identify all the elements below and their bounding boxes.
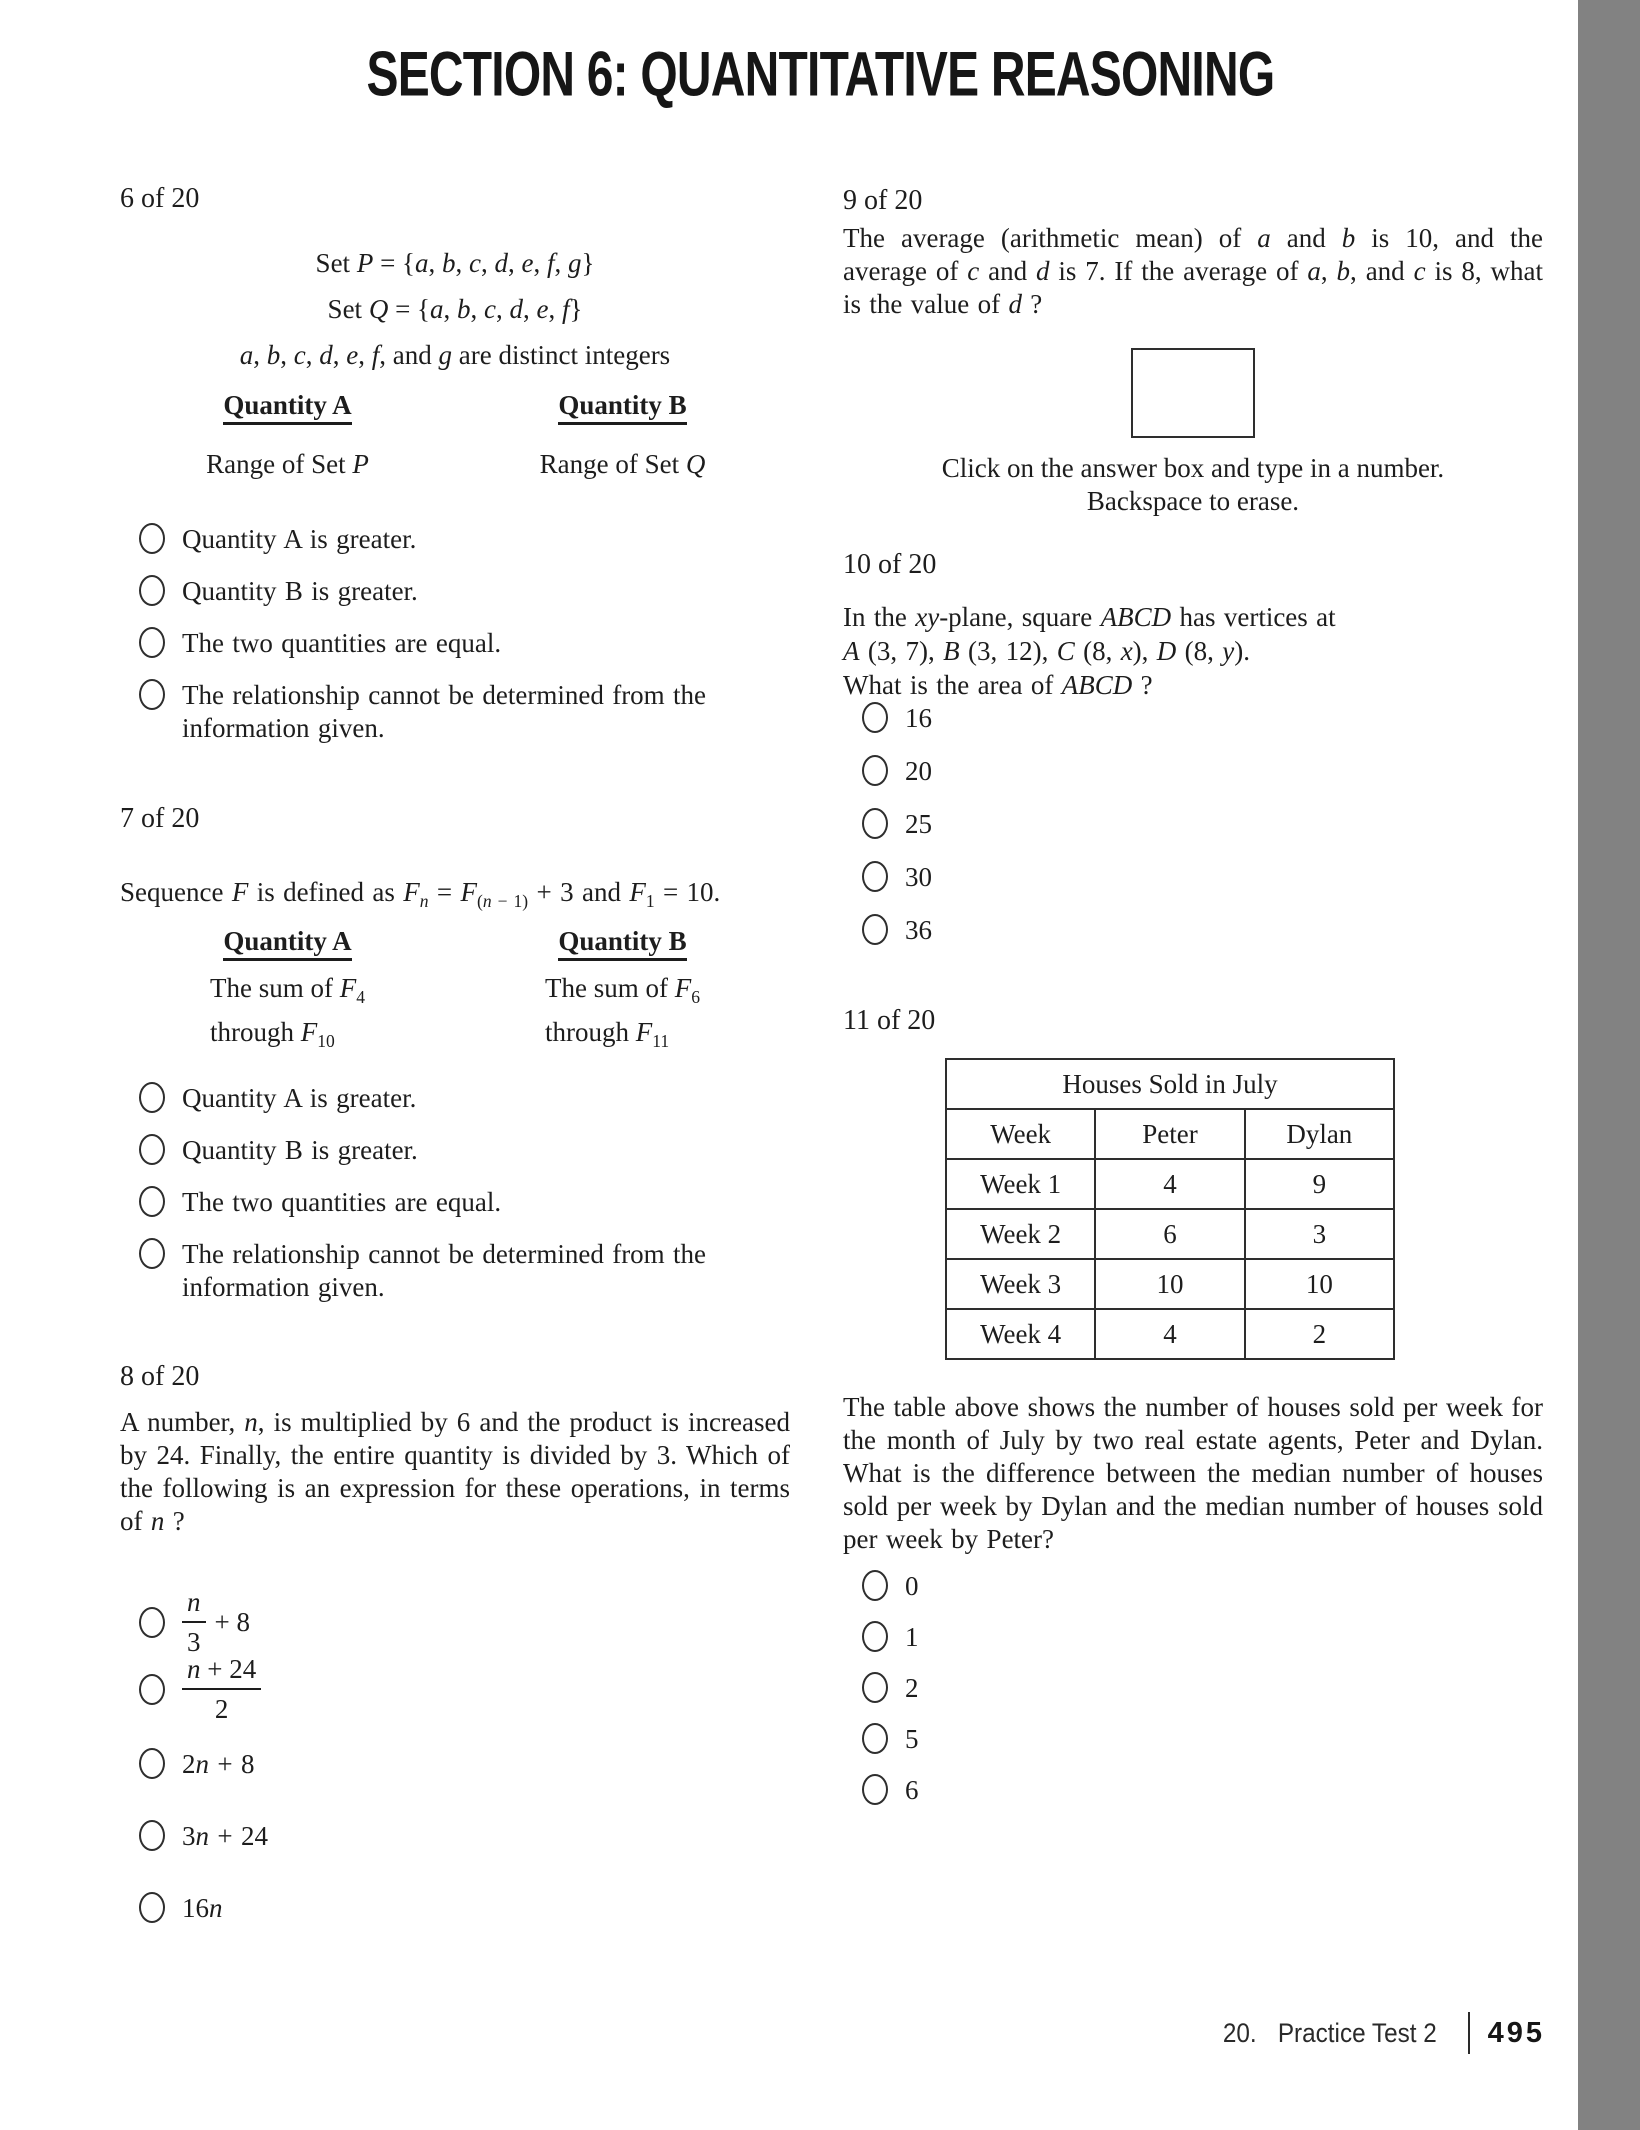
- right-column: [843, 0, 1543, 2130]
- table-cell: 2: [1245, 1309, 1394, 1359]
- option-label: 1: [905, 1622, 919, 1652]
- radio-button-icon[interactable]: [862, 755, 888, 786]
- question-10-options: [843, 702, 1543, 967]
- radio-button-icon[interactable]: [139, 1238, 165, 1269]
- given-line: Set P = {a, b, c, d, e, f, g}: [315, 248, 595, 278]
- table-row: [946, 1259, 1394, 1309]
- table-row: [946, 1309, 1394, 1359]
- fraction-denominator: 3: [182, 1621, 206, 1659]
- fraction-denominator: 2: [182, 1688, 261, 1726]
- option-label: 0: [905, 1571, 919, 1601]
- option-label: The two quantities are equal.: [182, 1187, 502, 1217]
- answer-option[interactable]: [120, 1748, 809, 1781]
- question-7-quantity-values: [120, 966, 790, 1054]
- option-label: 3n + 24: [182, 1821, 268, 1851]
- option-label: Quantity A is greater.: [182, 524, 417, 554]
- radio-button-icon[interactable]: [862, 914, 888, 945]
- table-cell: 10: [1245, 1259, 1394, 1309]
- radio-button-icon[interactable]: [862, 1672, 888, 1703]
- answer-option[interactable]: [120, 1652, 809, 1726]
- left-column: [120, 0, 790, 2130]
- answer-option[interactable]: [843, 808, 1543, 841]
- table-title: Houses Sold in July: [946, 1059, 1394, 1109]
- option-label: 25: [905, 809, 932, 839]
- radio-button-icon[interactable]: [862, 1621, 888, 1652]
- question-10-text: [843, 600, 1543, 702]
- page-edge-bar: [1578, 0, 1640, 2130]
- answer-option[interactable]: [120, 1134, 790, 1167]
- radio-button-icon[interactable]: [862, 1774, 888, 1805]
- option-label: The relationship cannot be determined from the information given.: [182, 680, 707, 743]
- radio-button-icon[interactable]: [139, 1186, 165, 1217]
- table-cell: 9: [1245, 1159, 1394, 1209]
- radio-button-icon[interactable]: [139, 523, 165, 554]
- question-9-number: 9 of 20: [843, 185, 923, 216]
- question-text-line: In the xy-plane, square ABCD has vertices at: [843, 602, 1336, 632]
- question-6-quantity-values: [120, 442, 790, 486]
- answer-input-box[interactable]: [1131, 348, 1255, 438]
- quantity-b-value: Range of Set Q: [539, 449, 706, 479]
- instruction-line: Backspace to erase.: [1086, 486, 1300, 516]
- option-label: 2: [905, 1673, 919, 1703]
- question-7-number: 7 of 20: [120, 803, 200, 834]
- quantity-b-header: Quantity B: [558, 390, 686, 425]
- option-label: 30: [905, 862, 932, 892]
- answer-option[interactable]: [843, 1774, 1543, 1807]
- radio-button-icon[interactable]: [139, 1134, 165, 1165]
- question-9-text: The average (arithmetic mean) of a and b is 10, and the average of c and d is 7. If the average of a, b, and c is 8, what is the value of d ?: [843, 223, 1543, 319]
- radio-button-icon[interactable]: [139, 1820, 165, 1851]
- fraction-numerator: n + 24: [187, 1654, 257, 1684]
- option-label: Quantity B is greater.: [182, 1135, 418, 1165]
- fraction-expression: [182, 1585, 206, 1659]
- option-label: Quantity A is greater.: [182, 1083, 417, 1113]
- radio-button-icon[interactable]: [862, 861, 888, 892]
- question-9-instruction: [843, 452, 1543, 518]
- table-row: [946, 1159, 1394, 1209]
- radio-button-icon[interactable]: [139, 1892, 165, 1923]
- table-cell: Week 1: [946, 1159, 1095, 1209]
- answer-option[interactable]: [120, 575, 790, 608]
- given-line: Set Q = {a, b, c, d, e, f}: [327, 294, 583, 324]
- option-label: The relationship cannot be determined from the information given.: [182, 1239, 707, 1302]
- answer-option[interactable]: [843, 914, 1543, 947]
- radio-button-icon[interactable]: [862, 1723, 888, 1754]
- answer-option[interactable]: [120, 679, 790, 745]
- quantity-a-header: Quantity A: [223, 390, 351, 425]
- question-text-line: What is the area of ABCD ?: [843, 670, 1153, 700]
- table-cell: 10: [1095, 1259, 1244, 1309]
- answer-option[interactable]: [843, 861, 1543, 894]
- question-10-number: 10 of 20: [843, 549, 937, 580]
- fraction-suffix: + 8: [214, 1606, 250, 1637]
- answer-option[interactable]: [120, 1238, 790, 1304]
- table-column-header: Peter: [1095, 1109, 1244, 1159]
- fraction-expression: [182, 1652, 261, 1726]
- question-8-number: 8 of 20: [120, 1361, 200, 1392]
- radio-button-icon[interactable]: [139, 1748, 165, 1779]
- quantity-a-value: Range of Set P: [206, 449, 369, 479]
- question-8-text: A number, n, is multiplied by 6 and the product is increased by 24. Finally, the entire quantity is divided by 3. Which of the following is an expression for these operations, in terms of n ?: [120, 1407, 790, 1536]
- question-11-text: The table above shows the number of houses sold per week for the month of July by two real estate agents, Peter and Dylan. What is the difference between the median number of houses sold per week by Dylan and the median number of houses sold per week by Peter?: [843, 1392, 1543, 1554]
- question-text-line: A (3, 7), B (3, 12), C (8, x), D (8, y).: [843, 636, 1251, 666]
- table-cell: Week 2: [946, 1209, 1095, 1259]
- option-label: 2n + 8: [182, 1749, 255, 1779]
- table-row: [946, 1209, 1394, 1259]
- quantity-b-header: Quantity B: [558, 926, 686, 961]
- table-cell: 6: [1095, 1209, 1244, 1259]
- option-label: The two quantities are equal.: [182, 628, 502, 658]
- question-11-options: [843, 1570, 1543, 1825]
- answer-option[interactable]: [120, 1585, 809, 1659]
- page-footer: [1221, 2012, 1545, 2054]
- answer-option[interactable]: [843, 1621, 1543, 1654]
- question-6-quantity-headers: [120, 390, 790, 421]
- answer-option[interactable]: [120, 1186, 790, 1219]
- radio-button-icon[interactable]: [139, 627, 165, 658]
- instruction-line: Click on the answer box and type in a number.: [941, 453, 1445, 483]
- answer-option[interactable]: [843, 702, 1543, 735]
- option-label: 6: [905, 1775, 919, 1805]
- answer-option[interactable]: [843, 755, 1543, 788]
- answer-option[interactable]: [843, 1672, 1543, 1705]
- footer-divider: [1468, 2012, 1470, 2054]
- table-column-header: Dylan: [1245, 1109, 1394, 1159]
- answer-option[interactable]: [843, 1570, 1543, 1603]
- option-label: 16: [905, 703, 932, 733]
- table-cell: 3: [1245, 1209, 1394, 1259]
- houses-sold-table: [945, 1058, 1395, 1360]
- table-cell: 4: [1095, 1159, 1244, 1209]
- table-cell: Week 4: [946, 1309, 1095, 1359]
- radio-button-icon[interactable]: [139, 1674, 165, 1705]
- option-label: 36: [905, 915, 932, 945]
- question-7-quantity-headers: [120, 926, 790, 957]
- radio-button-icon[interactable]: [862, 1570, 888, 1601]
- table-cell: Week 3: [946, 1259, 1095, 1309]
- question-11-table-wrap: [843, 1058, 1543, 1360]
- option-label: Quantity B is greater.: [182, 576, 418, 606]
- answer-option[interactable]: [120, 523, 790, 556]
- fraction-numerator: n: [187, 1587, 201, 1617]
- answer-option[interactable]: [843, 1723, 1543, 1756]
- chapter-number: 20.: [1223, 2017, 1258, 2048]
- table-cell: 4: [1095, 1309, 1244, 1359]
- option-label: 5: [905, 1724, 919, 1754]
- answer-option[interactable]: [120, 627, 790, 660]
- answer-option[interactable]: [120, 1820, 809, 1853]
- quantity-b-value: The sum of $F_6$ through $F_{11}$: [545, 973, 700, 1052]
- quantity-a-value: The sum of $F_4$ through $F_{10}$: [210, 973, 365, 1052]
- book-section-label: Practice Test 2: [1277, 2017, 1437, 2048]
- section-title: SECTION 6: QUANTITATIVE REASONING: [366, 39, 1274, 110]
- question-6-options: [120, 523, 790, 764]
- radio-button-icon[interactable]: [139, 575, 165, 606]
- radio-button-icon[interactable]: [139, 1082, 165, 1113]
- radio-button-icon[interactable]: [862, 702, 888, 733]
- question-6-number: 6 of 20: [120, 183, 200, 214]
- option-label: 16n: [182, 1893, 223, 1923]
- page-number: 495: [1487, 2016, 1545, 2049]
- question-7-given: Sequence F is defined as $F_n = F_{(n - 1)} + 3$ and $F_1 = 10$.: [120, 877, 721, 912]
- question-6-given: [120, 240, 790, 378]
- radio-button-icon[interactable]: [139, 679, 165, 710]
- question-7-options: [120, 1082, 790, 1323]
- table-column-header: Week: [946, 1109, 1095, 1159]
- question-11-number: 11 of 20: [843, 1005, 936, 1036]
- answer-option[interactable]: [120, 1082, 790, 1115]
- given-line: a, b, c, d, e, f, and g are distinct integers: [239, 340, 671, 370]
- option-label: 20: [905, 756, 932, 786]
- radio-button-icon[interactable]: [139, 1607, 165, 1638]
- radio-button-icon[interactable]: [862, 808, 888, 839]
- quantity-a-header: Quantity A: [223, 926, 351, 961]
- answer-option[interactable]: [120, 1892, 809, 1925]
